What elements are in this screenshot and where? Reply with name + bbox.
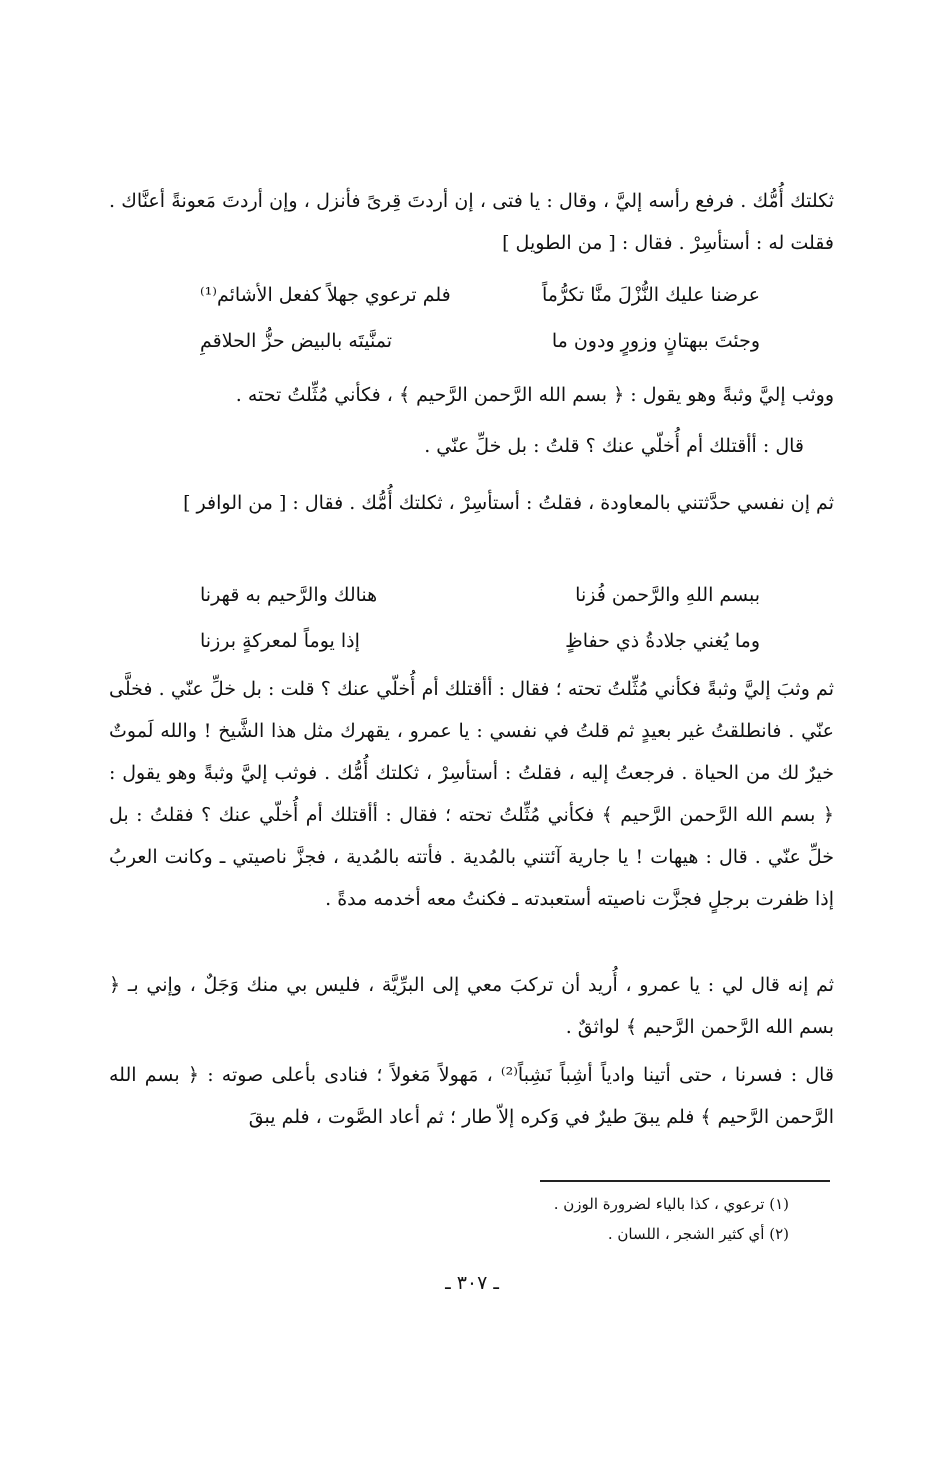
verse-first-hemistich: وجئتَ ببهتانٍ وزورٍ ودون ما	[551, 330, 760, 352]
footnote: (١) ترعوي ، كذا بالياء لضرورة الوزن .	[553, 1195, 789, 1213]
poem-verses	[200, 272, 760, 364]
verse-second-hemistich: تمنَّيتَه بالبيض حزُّ الحلاقمِ	[200, 330, 393, 352]
poem-verses	[200, 572, 760, 664]
paragraph: قال : أأقتلك أم أُخلّي عنك ؟ قلتُ : بل خلِّ عنّي .	[424, 435, 804, 457]
paragraph: ثم إن نفسي حدَّثتني بالمعاودة ، فقلتُ : أستأسِرْ ، ثكلتك أُمُّك . فقال : [ من الوافر ]	[183, 492, 834, 514]
footnote-divider	[540, 1180, 830, 1182]
verse-line	[200, 272, 760, 318]
verse-second-hemistich: إذا يوماً لمعركةٍ برزنا	[200, 630, 360, 652]
paragraph: قال : فسرنا ، حتى أتينا وادياً أشِباً نَشِباً⁽²⁾ ، مَهولاً مَغولاً ؛ فنادى بأعلى صوته : ﴿ بسم الله الرَّحمن الرَّحيم ﴾ فلم يبقَ طيرٌ في وَكره إلاّ طار ؛ ثم أعاد الصَّوت ، فلم يبقَ	[109, 1064, 834, 1128]
verse-line	[200, 318, 760, 364]
paragraph: ثم إنه قال لي : يا عمرو ، أُريد أن تركبَ معي إلى البرِّيَّة ، فليس بي منك وَجَلٌ ، وإني بـ ﴿ بسم الله الرَّحمن الرَّحيم ﴾ لواثقٌ .	[109, 974, 834, 1038]
verse-second-hemistich: هنالك والرَّحيم به قهرنا	[200, 584, 378, 606]
paragraph: ثكلتك أُمُّك . فرفع رأسه إليَّ ، وقال : يا فتى ، إن أردتَ قِرىً فأنزل ، وإن أردتَ مَعونةً أعنَّاك . فقلت له : أستأسِرْ . فقال : [ من الطويل ]	[109, 190, 834, 254]
verse-first-hemistich: عرضنا عليك النُّزْلَ منَّا تكرُّماً	[541, 284, 760, 306]
page-number: ـ ٣٠٧ ـ	[445, 1272, 499, 1294]
verse-first-hemistich: وما يُغني جلادةُ ذي حفاظٍ	[565, 630, 760, 652]
paragraph: ثم وثبَ إليَّ وثبةً فكأني مُثِّلتُ تحته ؛ فقال : أأقتلك أم أُخلّي عنك ؟ قلت : بل خلِّ عنّي . فخلَّى عنّي . فانطلقتُ غير بعيدٍ ثم قلتُ في نفسي : يا عمرو ، يقهرك مثل هذا الشَّيخ ! والله لَموتٌ خيرٌ لك من الحياة . فرجعتُ إليه ، فقلتُ : أستأسِرْ ، ثكلتك أُمُّك . فوثب إليَّ وثبةً وهو يقول : ﴿ بسم الله الرَّحمن الرَّحيم ﴾ فكأني مُثِّلتُ تحته ؛ فقال : أأقتلك أم أُخلّي عنك ؟ فقلتُ : بل خلِّ عنّي . قال : هيهات ! يا جارية آئتني بالمُدية . فأتته بالمُدية ، فجزَّ ناصيتي ـ وكانت العربُ إذا ظفرت برجلٍ فجزَّت ناصيته أستعبدته ـ فكنتُ معه أخدمه مدةً .	[109, 678, 834, 910]
footnote: (٢) أي كثير الشجر ، اللسان .	[607, 1225, 789, 1243]
verse-second-hemistich: فلم ترعوي جهلاً كفعل الأشائم⁽¹⁾	[200, 284, 451, 306]
paragraph: ووثب إليَّ وثبةً وهو يقول : ﴿ بسم الله الرَّحمن الرَّحيم ﴾ ، فكأني مُثِّلتُ تحته .	[235, 384, 834, 406]
verse-first-hemistich: ببسم اللهِ والرَّحمن فُزنا	[575, 584, 760, 606]
verse-line	[200, 572, 760, 618]
verse-line	[200, 618, 760, 664]
